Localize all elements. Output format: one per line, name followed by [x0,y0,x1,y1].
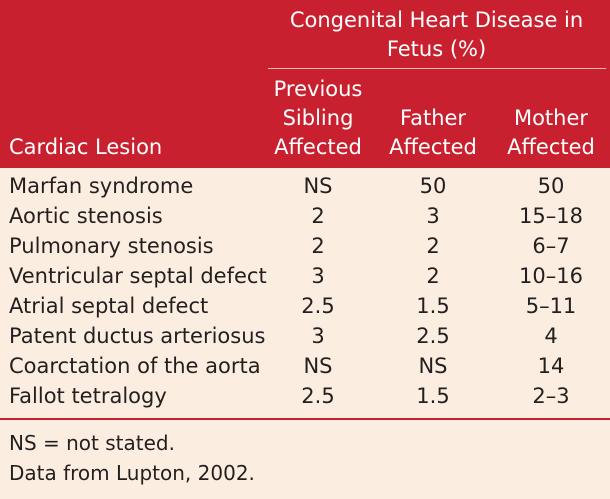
cell-sibling: NS [303,354,333,378]
cell-sibling: 2.5 [301,294,335,318]
cell-father: 2 [426,234,440,258]
cell-lesion: Aortic stenosis [9,204,163,228]
cell-lesion: Marfan syndrome [9,174,194,198]
column-header-mother: Mother Affected [507,106,595,159]
table-row [0,261,610,291]
cell-mother: 14 [537,354,565,378]
cell-father: 1.5 [416,294,450,318]
cell-father: 2 [426,264,440,288]
table-row [0,231,610,261]
cell-mother: 50 [537,174,565,198]
cell-lesion: Patent ductus arteriosus [9,324,266,348]
table-row [0,351,610,381]
cell-sibling: 2 [311,204,325,228]
column-header-previous-sibling: Previous Sibling Affected [273,77,363,159]
cell-lesion: Atrial septal defect [9,294,209,318]
table-footnotes [9,428,255,488]
cell-lesion: Fallot tetralogy [9,384,167,408]
table-row [0,321,610,351]
column-header-cardiac-lesion: Cardiac Lesion [9,135,163,159]
table-row [0,381,610,411]
cell-mother: 2–3 [532,384,570,408]
cell-sibling: NS [303,174,333,198]
cell-sibling: 2.5 [301,384,335,408]
table-header [0,0,610,168]
cell-mother: 5–11 [525,294,577,318]
cell-father: 3 [426,204,440,228]
table-row [0,171,610,201]
group-header: Congenital Heart Disease in Fetus (%) [289,8,584,61]
table-row [0,201,610,231]
cell-lesion: Coarctation of the aorta [9,354,261,378]
footnote-source: Data from Lupton, 2002. [9,461,255,485]
group-header-divider [268,68,606,69]
cell-mother: 10–16 [519,264,583,288]
cell-sibling: 3 [311,264,325,288]
table-body [0,171,610,411]
column-header-father: Father Affected [389,106,477,159]
cell-mother: 4 [544,324,558,348]
cell-sibling: 2 [311,234,325,258]
cell-father: 2.5 [416,324,450,348]
cell-father: 50 [419,174,447,198]
cell-mother: 6–7 [532,234,570,258]
table-footer-divider [0,418,610,420]
cell-lesion: Ventricular septal defect [9,264,267,288]
cell-mother: 15–18 [519,204,583,228]
cell-father: NS [418,354,448,378]
cell-sibling: 3 [311,324,325,348]
cell-lesion: Pulmonary stenosis [9,234,214,258]
footnote-ns: NS = not stated. [9,431,175,455]
table-row [0,291,610,321]
cell-father: 1.5 [416,384,450,408]
